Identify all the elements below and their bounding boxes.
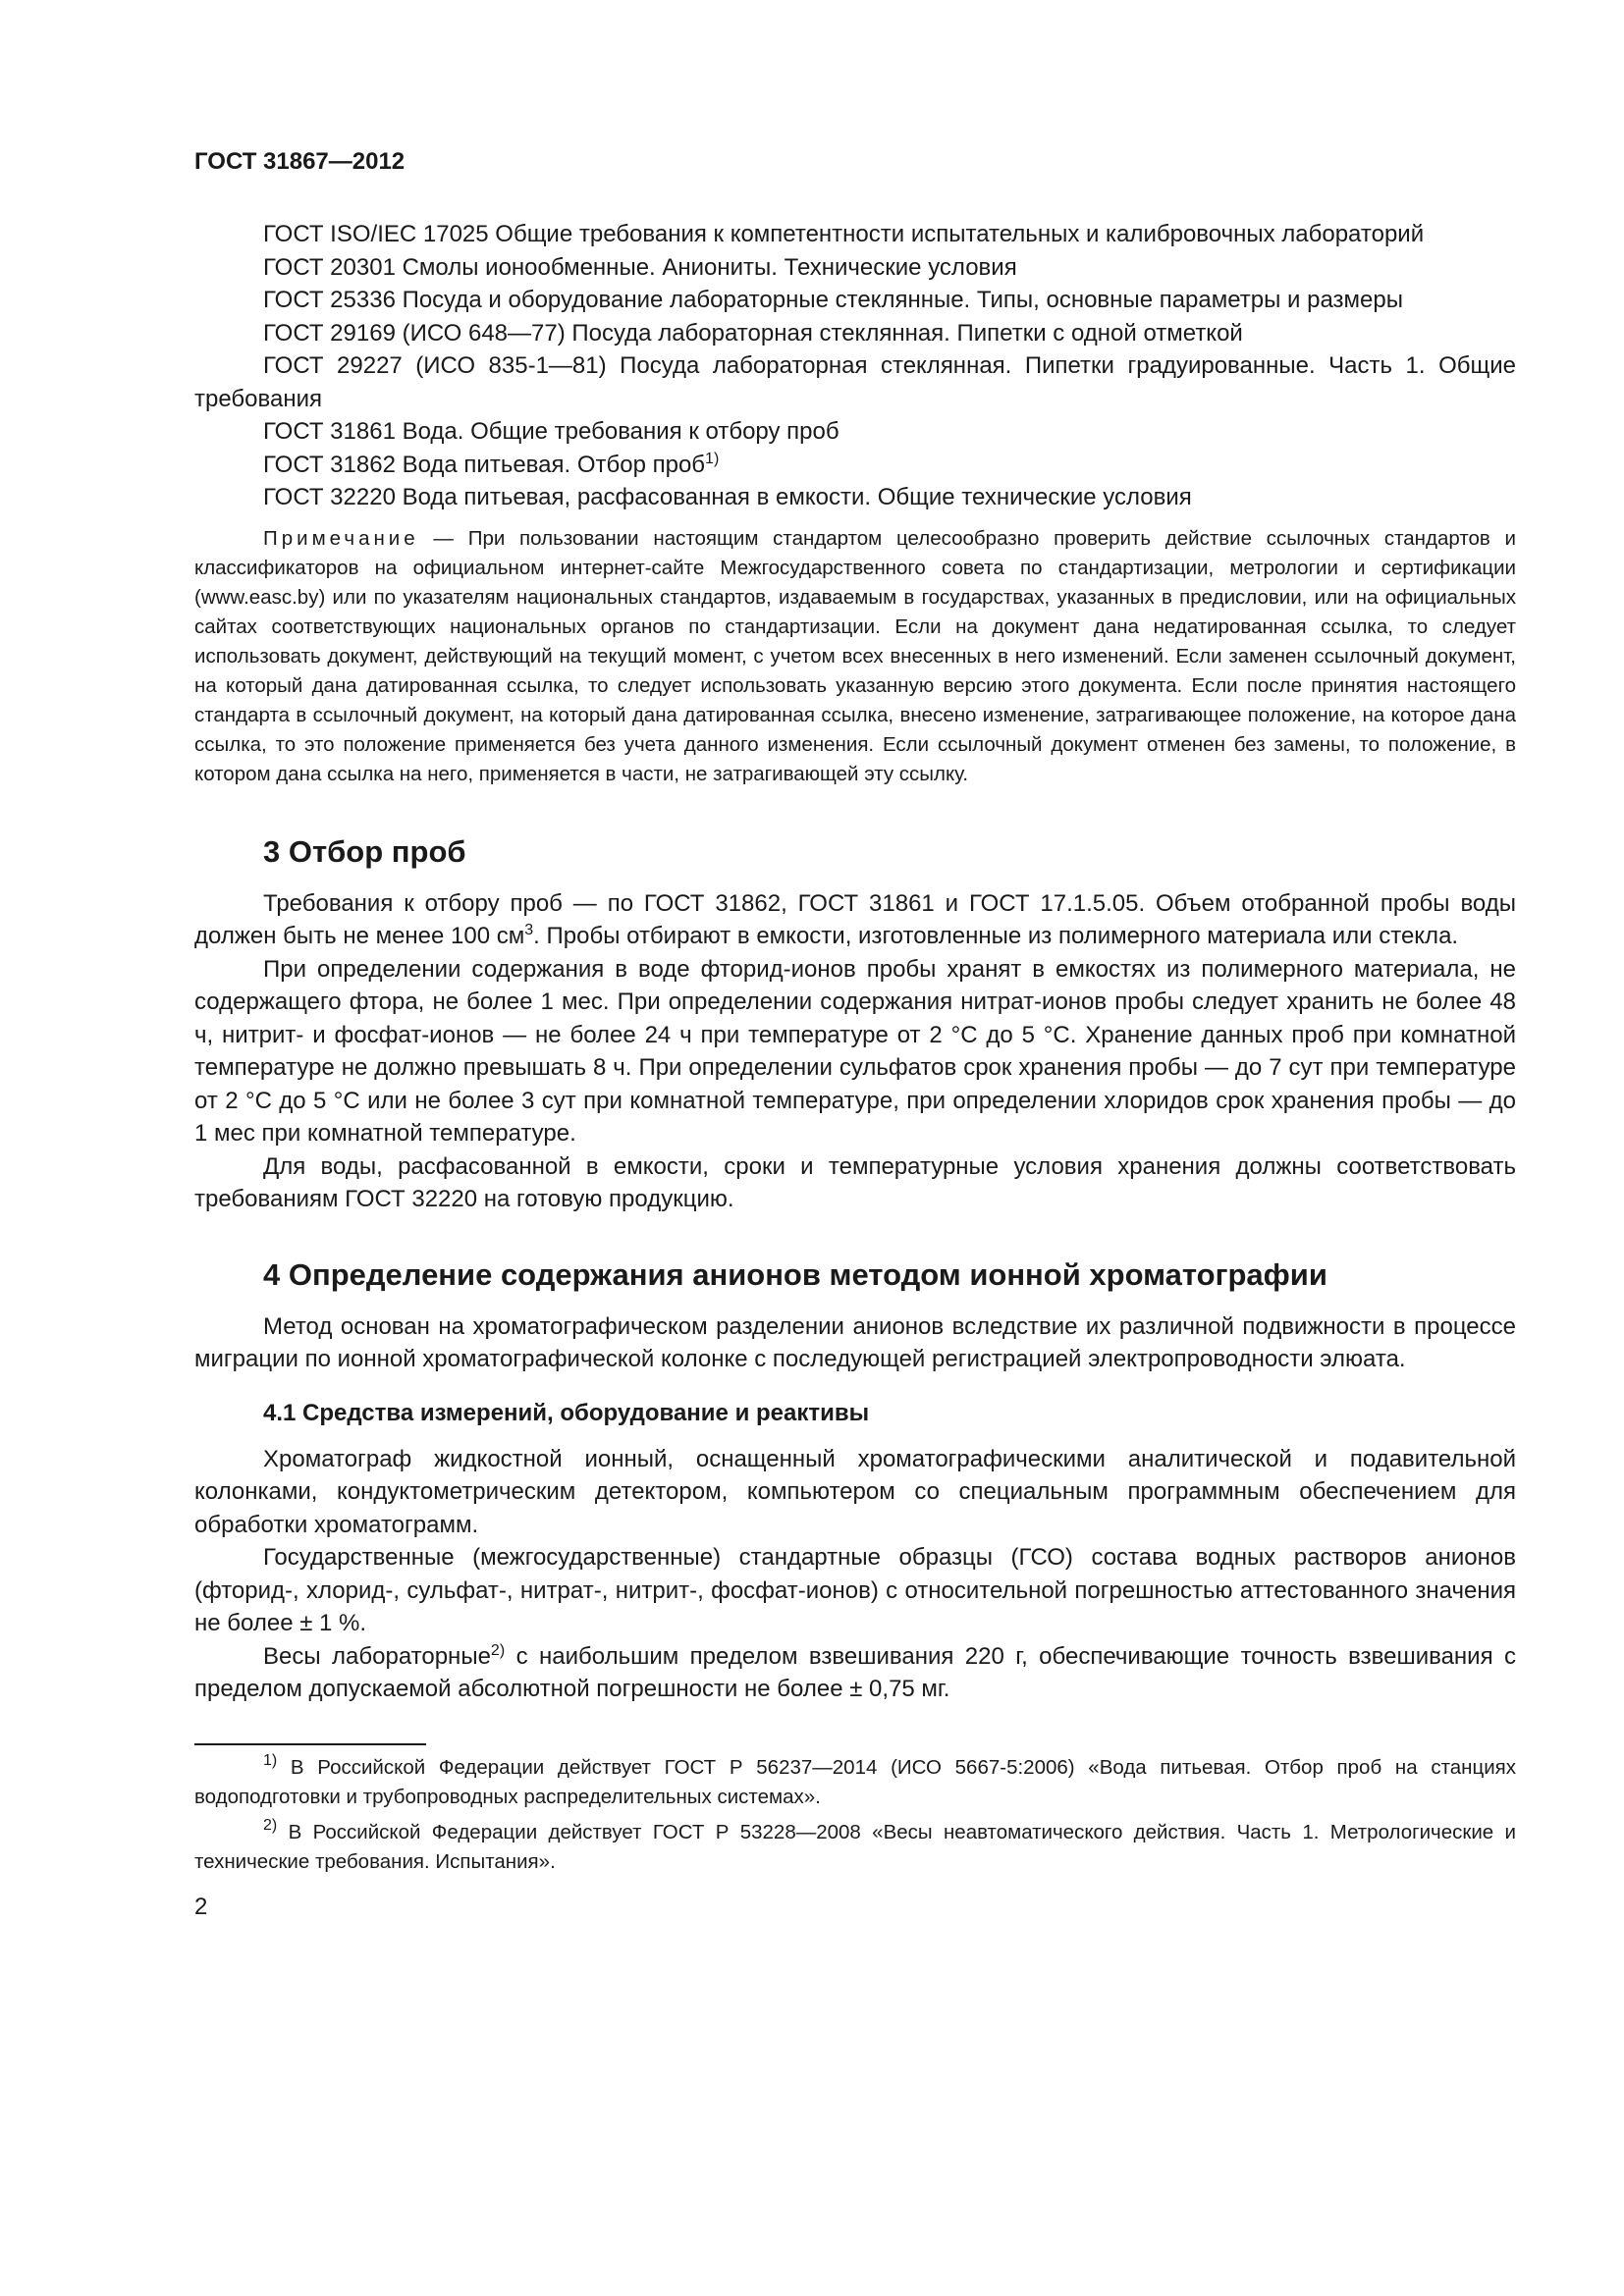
note-block [194,524,1516,789]
footnote-mark: 1) [263,1751,278,1769]
section-3-paragraph: При определении содержания в воде фторид-ионов пробы хранят в емкостях из полимерного материала, не содержащего фтора, не более 1 мес. При определении содержания нитрат-ионов пробы следует хранить не более 48 ч, нитрит- и фосфат-ионов — не более 24 ч при температуре от 2 °С до 5 °С. Хранение данных проб при комнатной температуре не должно превышать 8 ч. При определении сульфатов срок хранения пробы — до 7 сут при температуре от 2 °С до 5 °С или не более 3 сут при комнатной температуре, при определении хлоридов срок хранения пробы — до 1 мес при комнатной температуре. [194,955,1516,1147]
footnote-mark: 1) [705,450,720,467]
footnote-text: В Российской Федерации действует ГОСТ Р 56237—2014 (ИСО 5667-5:2006) «Вода питьевая. Отбор проб на станциях водоподготовки и трубопроводных распределительных системах». [194,1755,1516,1808]
document-id-header: ГОСТ 31867—2012 [194,148,406,175]
normative-references-list [194,218,1516,514]
subsection-paragraph: Хроматограф жидкостной ионный, оснащенный хроматографическими аналитической и подавительной колонками, кондуктометрическим детектором, компьютером со специальным программным обеспечением для обработки хроматограмм. [194,1445,1516,1538]
reference-item: ГОСТ 32220 Вода питьевая, расфасованная в емкости. Общие технические условия [263,484,1192,510]
subsection-4-1-title: 4.1 Средства измерений, оборудование и реактивы [263,1399,870,1426]
footnote-mark: 2) [490,1641,506,1659]
footnote-divider [194,1743,426,1745]
section-3-paragraph: Для воды, расфасованной в емкости, сроки и температурные условия хранения должны соответствовать требованиям ГОСТ 32220 на готовую продукцию. [194,1152,1516,1212]
section-3-paragraph [194,887,1516,953]
reference-item: ГОСТ 31861 Вода. Общие требования к отбору проб [263,418,839,445]
reference-item: ГОСТ 20301 Смолы ионообменные. Аниониты. Технические условия [263,253,1017,281]
subsection-paragraph [194,1640,1516,1706]
paragraph-text: Требования к отбору проб — по ГОСТ 31862, ГОСТ 31861 и ГОСТ 17.1.5.05. Объем отобранной пробы воды должен быть не менее 100 см [194,889,1516,949]
footnote [194,1753,1516,1812]
subsection-paragraph: Государственные (межгосударственные) стандартные образцы (ГСО) состава водных растворов анионов (фторид-, хлорид-, сульфат-, нитрат-, нитрит-, фосфат-ионов) с относительной погрешностью аттестованного значения не более ± 1 %. [194,1544,1516,1636]
paragraph-text: . Пробы отбирают в емкости, изготовленные из полимерного материала или стекла. [533,923,1459,949]
document-page [194,147,1516,1922]
page-number: 2 [194,1893,208,1920]
note-label: Примечание [263,526,419,550]
footnote-mark: 2) [263,1816,278,1834]
note-dash: — [418,526,468,550]
footnote-text: В Российской Федерации действует ГОСТ Р 53228—2008 «Весы неавтоматического действия. Часть 1. Метрологические и технические требования. Испытания». [194,1820,1516,1873]
footnote [194,1818,1516,1877]
reference-text: ГОСТ 31862 Вода питьевая. Отбор проб [263,451,706,478]
section-4-paragraph: Метод основан на хроматографическом разделении анионов вследствие их различной подвижности в процессе миграции по ионной хроматографической колонке с последующей регистрацией электропроводности элюата. [194,1312,1516,1372]
superscript: 3 [524,922,534,938]
paragraph-text: с наибольшим пределом взвешивания 220 г, обеспечивающие точность взвешивания с пределом допускаемой абсолютной погрешности не более ± 0,75 мг. [194,1642,1517,1702]
note-text: При пользовании настоящим стандартом целесообразно проверить действие ссылочных стандартов и классификаторов на официальном интернет-сайте Межгосударственного совета по стандартизации, метрологии и сертификации (www.easc.by) или по указателям национальных стандартов, издаваемым в государствах, указанных в предисловии, или на официальных сайтах соответствующих национальных органов по стандартизации. Если на документ дана недатированная ссылка, то следует использовать документ, действующий на текущий момент, с учетом всех внесенных в него изменений. Если заменен ссылочный документ, на который дана датированная ссылка, то следует использовать указанную версию этого документа. Если после принятия настоящего стандарта в ссылочный документ, на который дана датированная ссылка, внесено изменение, затрагивающее положение, на которое дана ссылка, то это положение применяется без учета данного изменения. Если ссылочный документ отменен без замены, то положение, в котором дана ссылка на него, применяется в части, не затрагивающей эту ссылку. [194,526,1516,785]
reference-item: ГОСТ ISO/IEC 17025 Общие требования к компетентности испытательных и калибровочных лабораторий [263,221,1425,247]
reference-item: ГОСТ 29227 (ИСО 835-1—81) Посуда лабораторная стеклянная. Пипетки градуированные. Часть 1. Общие требования [194,352,1516,412]
reference-item: ГОСТ 25336 Посуда и оборудование лабораторные стеклянные. Типы, основные параметры и размеры [263,287,1403,313]
reference-item [194,449,1516,482]
reference-item: ГОСТ 29169 (ИСО 648—77) Посуда лабораторная стеклянная. Пипетки с одной отметкой [263,319,1243,347]
section-4-title: 4 Определение содержания анионов методом ионной хроматографии [263,1256,1327,1292]
paragraph-text: Весы лабораторные [263,1642,491,1670]
section-3-title: 3 Отбор проб [263,833,466,869]
